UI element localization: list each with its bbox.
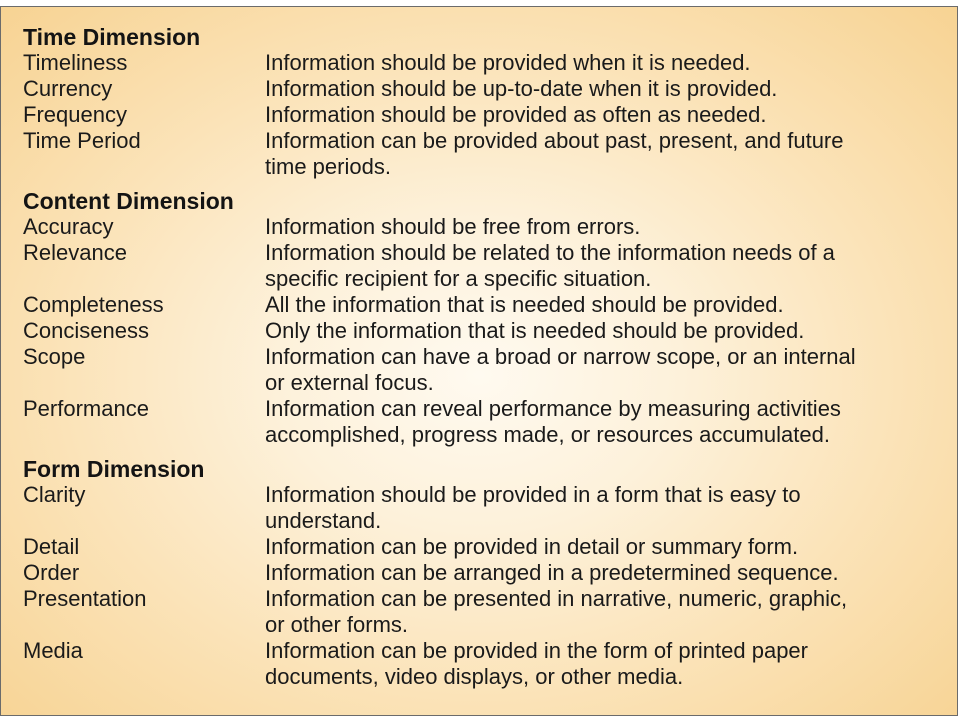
table-row [23,240,958,292]
row-description [265,396,958,448]
description-line: Information should be related to the information needs of a [265,240,835,265]
table-row [23,214,958,240]
table-row [23,638,958,690]
row-description [265,102,958,128]
table-row [23,586,958,638]
row-term: Accuracy [23,214,114,239]
section-content-dimension [23,188,958,448]
description-line: Information can reveal performance by measuring activities [265,396,841,421]
section-title: Form Dimension [23,456,205,482]
row-term: Conciseness [23,318,149,343]
row-description [265,240,958,292]
table-row [23,318,958,344]
section-form-dimension [23,456,958,690]
row-description [265,128,958,180]
row-term: Detail [23,534,80,559]
row-description [265,638,958,690]
row-term: Presentation [23,586,147,611]
section-gap [23,180,958,188]
row-term: Order [23,560,80,585]
description-line: Information should be free from errors. [265,214,641,239]
row-term: Media [23,638,83,663]
row-description [265,560,958,586]
description-line: accomplished, progress made, or resources accumulated. [265,422,830,447]
row-term: Clarity [23,482,86,507]
section-gap [23,448,958,456]
row-term: Scope [23,344,86,369]
table-row [23,292,958,318]
description-line: Only the information that is needed should be provided. [265,318,805,343]
information-quality-table-panel [0,6,958,716]
section-title: Content Dimension [23,188,234,214]
description-line: Information should be provided as often as needed. [265,102,767,127]
description-line: Information can be provided about past, present, and future [265,128,844,153]
table-row [23,482,958,534]
table-row [23,534,958,560]
row-term: Time Period [23,128,141,153]
description-line: understand. [265,508,382,533]
row-description [265,318,958,344]
description-line: Information can be provided in detail or summary form. [265,534,799,559]
row-term: Frequency [23,102,127,127]
row-description [265,586,958,638]
row-term: Currency [23,76,113,101]
description-line: specific recipient for a specific situation. [265,266,652,291]
description-line: Information can have a broad or narrow scope, or an internal [265,344,856,369]
row-description [265,344,958,396]
table-row [23,344,958,396]
description-line: Information should be provided in a form that is easy to [265,482,801,507]
row-term: Timeliness [23,50,128,75]
table-row [23,128,958,180]
row-description [265,534,958,560]
section-time-dimension [23,24,958,180]
description-line: Information should be up-to-date when it is provided. [265,76,778,101]
description-line: Information can be provided in the form of printed paper [265,638,808,663]
row-description [265,214,958,240]
description-line: documents, video displays, or other media. [265,664,684,689]
table-row [23,102,958,128]
description-line: Information should be provided when it is needed. [265,50,751,75]
row-description [265,76,958,102]
section-title: Time Dimension [23,24,201,50]
description-line: or external focus. [265,370,434,395]
table-row [23,76,958,102]
row-term: Completeness [23,292,164,317]
description-line: or other forms. [265,612,409,637]
table-row [23,50,958,76]
description-line: All the information that is needed should be provided. [265,292,784,317]
table-row [23,560,958,586]
table-row [23,396,958,448]
description-line: time periods. [265,154,391,179]
row-description [265,50,958,76]
information-quality-table [23,24,958,690]
row-description [265,292,958,318]
description-line: Information can be arranged in a predetermined sequence. [265,560,839,585]
description-line: Information can be presented in narrative, numeric, graphic, [265,586,848,611]
row-term: Performance [23,396,149,421]
row-term: Relevance [23,240,127,265]
row-description [265,482,958,534]
